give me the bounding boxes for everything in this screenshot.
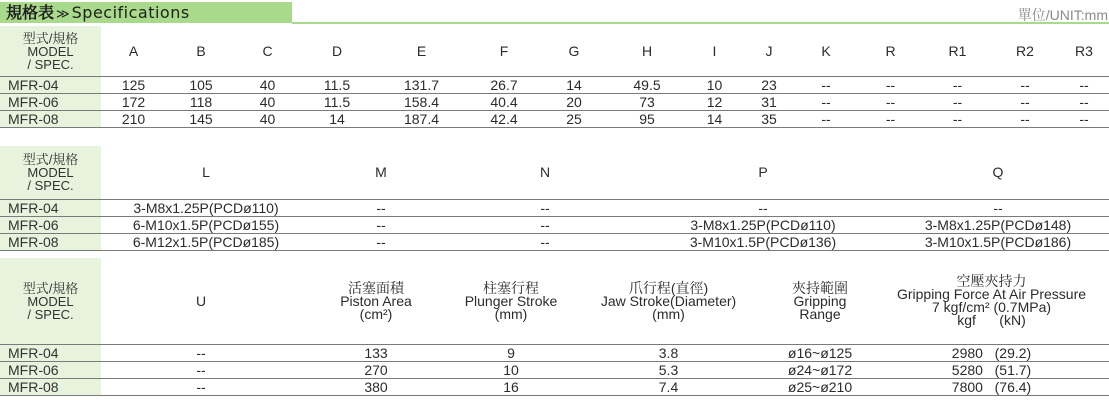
table-cell: 3-M10x1.5P(PCDø136) bbox=[639, 234, 887, 251]
table-cell: 40 bbox=[236, 111, 299, 128]
table-cell: 11.5 bbox=[299, 94, 375, 111]
col-header: E bbox=[375, 26, 468, 77]
table-cell: -- bbox=[991, 77, 1059, 94]
table-cell: 14 bbox=[540, 77, 608, 94]
table-cell: 133 bbox=[301, 345, 451, 362]
table-cell: 14 bbox=[686, 111, 743, 128]
col-header-u: U bbox=[101, 258, 301, 345]
table-cell: 5.3 bbox=[571, 362, 766, 379]
table-cell: ø16~ø125 bbox=[766, 345, 874, 362]
table-cell: -- bbox=[857, 111, 924, 128]
col-header: H bbox=[608, 26, 686, 77]
model-header: 型式/規格 MODEL / SPEC. bbox=[0, 26, 101, 77]
table-cell: ø25~ø210 bbox=[766, 379, 874, 396]
table-cell: -- bbox=[887, 200, 1109, 217]
table-row bbox=[0, 234, 1109, 251]
table-cell: 40 bbox=[236, 77, 299, 94]
col-header: R3 bbox=[1059, 26, 1109, 77]
performance-table bbox=[0, 258, 1109, 396]
table-cell: 145 bbox=[166, 111, 236, 128]
table-cell: 3-M8x1.25P(PCDø148) bbox=[887, 217, 1109, 234]
table-cell: -- bbox=[311, 217, 451, 234]
table-cell: 31 bbox=[743, 94, 795, 111]
col-header: L bbox=[101, 146, 311, 200]
col-header: D bbox=[299, 26, 375, 77]
section-title-bar bbox=[0, 0, 1109, 23]
table-cell: -- bbox=[101, 362, 301, 379]
table-cell: -- bbox=[857, 77, 924, 94]
model-cell: MFR-06 bbox=[0, 94, 101, 111]
col-header: C bbox=[236, 26, 299, 77]
col-header: I bbox=[686, 26, 743, 77]
model-header: 型式/規格 MODEL / SPEC. bbox=[0, 258, 101, 345]
table-header-row bbox=[0, 26, 1109, 77]
model-cell: MFR-08 bbox=[0, 234, 101, 251]
col-header: B bbox=[166, 26, 236, 77]
col-header: A bbox=[101, 26, 166, 77]
title-underline bbox=[292, 22, 1109, 24]
table-cell: -- bbox=[451, 234, 639, 251]
unit-label: 單位/UNIT:mm bbox=[1017, 7, 1108, 23]
model-cell: MFR-06 bbox=[0, 217, 101, 234]
table-cell-force: 5280 (51.7) bbox=[874, 362, 1109, 379]
table-cell: -- bbox=[991, 94, 1059, 111]
table-cell: 42.4 bbox=[468, 111, 540, 128]
table-cell: 49.5 bbox=[608, 77, 686, 94]
table-cell: 10 bbox=[686, 77, 743, 94]
table-cell: 118 bbox=[166, 94, 236, 111]
col-header: Q bbox=[887, 146, 1109, 200]
table-cell: 23 bbox=[743, 77, 795, 94]
table-cell: -- bbox=[101, 379, 301, 396]
table-cell: 187.4 bbox=[375, 111, 468, 128]
table-cell: 158.4 bbox=[375, 94, 468, 111]
model-cell: MFR-08 bbox=[0, 379, 101, 396]
table-cell: -- bbox=[101, 345, 301, 362]
table-cell: ø24~ø172 bbox=[766, 362, 874, 379]
table-cell: 16 bbox=[451, 379, 571, 396]
table-cell: 35 bbox=[743, 111, 795, 128]
col-header: N bbox=[451, 146, 639, 200]
table-cell: 40 bbox=[236, 94, 299, 111]
table-cell: -- bbox=[1059, 77, 1109, 94]
mounting-table bbox=[0, 146, 1109, 251]
col-header-jaw-stroke: 爪行程(直徑) Jaw Stroke(Diameter) (mm) bbox=[571, 258, 766, 345]
table-cell: 14 bbox=[299, 111, 375, 128]
table-cell: 9 bbox=[451, 345, 571, 362]
table-cell: -- bbox=[795, 111, 857, 128]
table-cell: -- bbox=[857, 94, 924, 111]
table-cell: 7.4 bbox=[571, 379, 766, 396]
table-cell: 12 bbox=[686, 94, 743, 111]
table-row bbox=[0, 111, 1109, 128]
table-row bbox=[0, 345, 1109, 362]
table-cell: -- bbox=[924, 94, 991, 111]
title-en: Specifications bbox=[71, 3, 190, 22]
table-cell: 3-M8x1.25P(PCDø110) bbox=[101, 200, 311, 217]
section-title bbox=[0, 2, 292, 23]
table-cell: 11.5 bbox=[299, 77, 375, 94]
table-cell: 6-M10x1.5P(PCDø155) bbox=[101, 217, 311, 234]
table-row bbox=[0, 94, 1109, 111]
table-cell: -- bbox=[991, 111, 1059, 128]
model-cell: MFR-06 bbox=[0, 362, 101, 379]
table-cell: 10 bbox=[451, 362, 571, 379]
table-cell: 6-M12x1.5P(PCDø185) bbox=[101, 234, 311, 251]
table-row bbox=[0, 200, 1109, 217]
table-cell: 270 bbox=[301, 362, 451, 379]
table-cell: 20 bbox=[540, 94, 608, 111]
table-cell: -- bbox=[1059, 94, 1109, 111]
table-cell: 40.4 bbox=[468, 94, 540, 111]
title-separator: ≫ bbox=[56, 6, 70, 21]
title-cn: 規格表 bbox=[6, 3, 55, 22]
col-header-piston-area: 活塞面積 Piston Area (cm²) bbox=[301, 258, 451, 345]
table-cell: 380 bbox=[301, 379, 451, 396]
model-cell: MFR-04 bbox=[0, 77, 101, 94]
table-row bbox=[0, 362, 1109, 379]
col-header: K bbox=[795, 26, 857, 77]
table-cell: 25 bbox=[540, 111, 608, 128]
col-header: M bbox=[311, 146, 451, 200]
model-cell: MFR-04 bbox=[0, 200, 101, 217]
table-cell: -- bbox=[924, 77, 991, 94]
table-cell: 26.7 bbox=[468, 77, 540, 94]
table-row bbox=[0, 77, 1109, 94]
table-header-row bbox=[0, 258, 1109, 345]
table-cell: 3.8 bbox=[571, 345, 766, 362]
col-header: F bbox=[468, 26, 540, 77]
table-cell: 125 bbox=[101, 77, 166, 94]
table-cell: 105 bbox=[166, 77, 236, 94]
dimensions-table bbox=[0, 26, 1109, 128]
table-cell: -- bbox=[451, 200, 639, 217]
table-cell: 3-M10x1.5P(PCDø186) bbox=[887, 234, 1109, 251]
model-cell: MFR-04 bbox=[0, 345, 101, 362]
table-cell: -- bbox=[795, 77, 857, 94]
table-cell-force: 2980 (29.2) bbox=[874, 345, 1109, 362]
table-cell: -- bbox=[924, 111, 991, 128]
table-cell: -- bbox=[311, 200, 451, 217]
table-cell: 3-M8x1.25P(PCDø110) bbox=[639, 217, 887, 234]
col-header-gripping-range: 夾持範圍 Gripping Range bbox=[766, 258, 874, 345]
table-cell: 131.7 bbox=[375, 77, 468, 94]
model-header: 型式/規格 MODEL / SPEC. bbox=[0, 146, 101, 200]
table-cell: -- bbox=[311, 234, 451, 251]
col-header-plunger-stroke: 柱塞行程 Plunger Stroke (mm) bbox=[451, 258, 571, 345]
table-row bbox=[0, 379, 1109, 396]
table-cell: -- bbox=[795, 94, 857, 111]
col-header: J bbox=[743, 26, 795, 77]
table-cell: 210 bbox=[101, 111, 166, 128]
table-cell: -- bbox=[1059, 111, 1109, 128]
col-header: R2 bbox=[991, 26, 1059, 77]
table-cell: 73 bbox=[608, 94, 686, 111]
col-header: R1 bbox=[924, 26, 991, 77]
col-header: P bbox=[639, 146, 887, 200]
col-header-gripping-force: 空壓夾持力 Gripping Force At Air Pressure 7 kgf/cm² (0.7MPa) kgf (kN) bbox=[874, 258, 1109, 345]
table-header-row bbox=[0, 146, 1109, 200]
col-header: G bbox=[540, 26, 608, 77]
table-cell: 95 bbox=[608, 111, 686, 128]
table-cell-force: 7800 (76.4) bbox=[874, 379, 1109, 396]
table-cell: -- bbox=[451, 217, 639, 234]
table-cell: -- bbox=[639, 200, 887, 217]
model-cell: MFR-08 bbox=[0, 111, 101, 128]
table-cell: 172 bbox=[101, 94, 166, 111]
table-row bbox=[0, 217, 1109, 234]
col-header: R bbox=[857, 26, 924, 77]
